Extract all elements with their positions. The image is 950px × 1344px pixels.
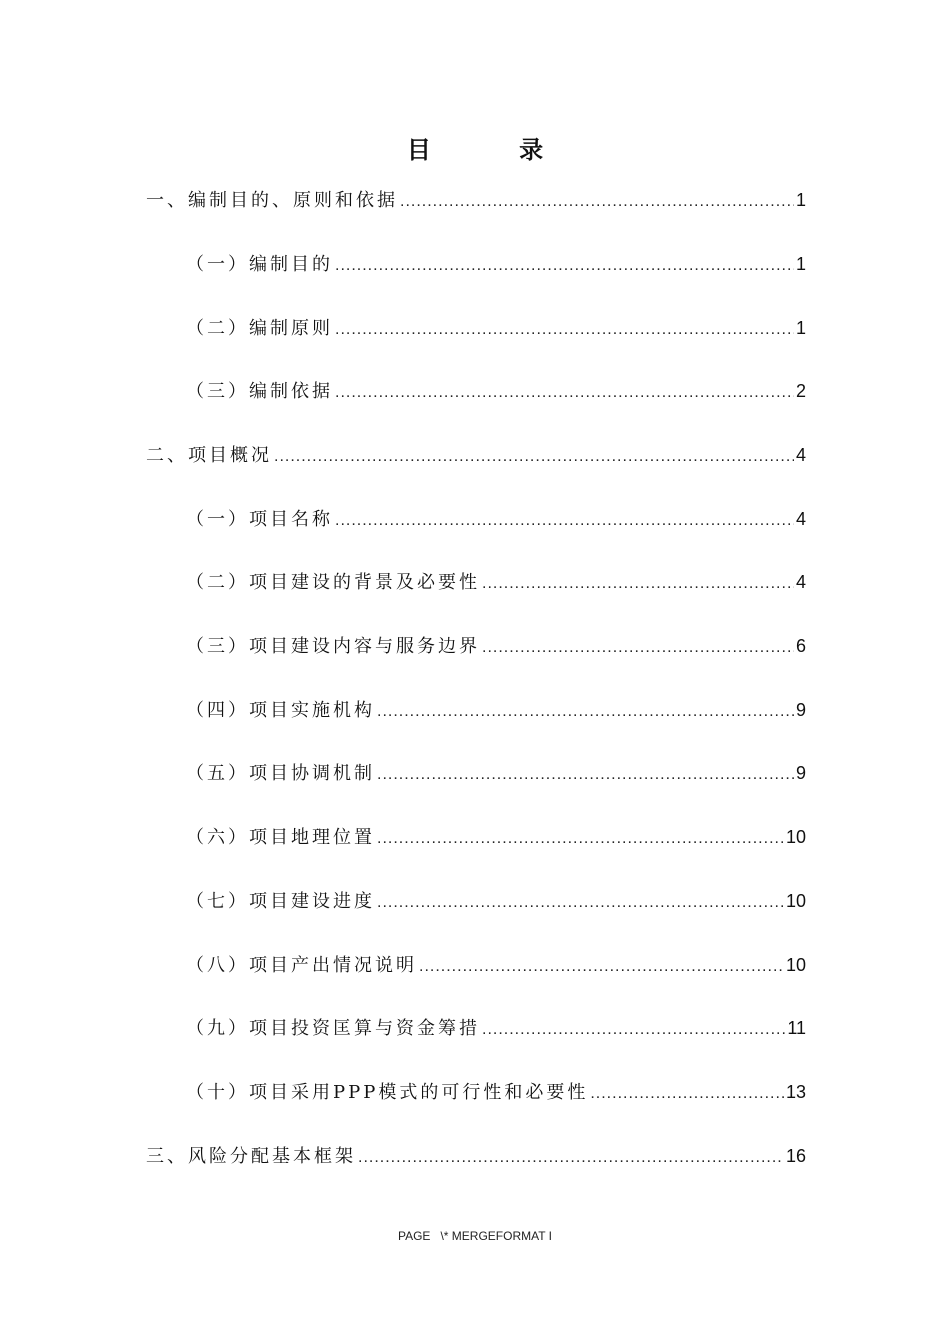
dot-leader [335,377,794,409]
dot-leader [335,505,794,537]
toc-entry-page: 10 [785,955,806,975]
toc-entry-page: 4 [795,572,806,592]
toc-entry-title: （五）项目协调机制 [186,763,375,784]
dot-leader [482,568,794,600]
dot-leader [377,887,784,919]
dot-leader [400,186,794,218]
dot-leader [274,441,794,473]
toc-entry-title: 一、编制目的、原则和依据 [146,190,398,211]
toc-entry-page: 2 [795,381,806,401]
dot-leader [358,1142,784,1174]
toc-entry[interactable] [186,312,806,344]
toc-entry[interactable] [146,439,806,471]
toc-entry-page: 4 [795,509,806,529]
dot-leader [377,696,794,728]
toc-entry-page: 16 [785,1146,806,1166]
toc-entry-page: 1 [795,190,806,210]
toc-entry-title: （二）编制原则 [186,318,333,339]
toc-entry-page: 9 [795,700,806,720]
dot-leader [377,823,784,855]
toc-entry-title: （十）项目采用PPP模式的可行性和必要性 [186,1082,589,1103]
toc-entry[interactable] [186,248,806,280]
dot-leader [482,1014,785,1046]
dot-leader [590,1078,784,1110]
toc-entry-page: 13 [785,1082,806,1102]
toc-entry[interactable] [146,1140,806,1172]
toc-entry-title: （九）项目投资匡算与资金筹措 [186,1018,480,1039]
toc-entry[interactable] [186,949,806,981]
toc-entry[interactable] [186,630,806,662]
toc-entry-page: 10 [785,827,806,847]
toc-entry-page: 11 [787,1018,806,1038]
toc-entry-page: 6 [795,636,806,656]
toc-entry[interactable] [186,375,806,407]
dot-leader [419,951,784,983]
dot-leader [335,314,794,346]
toc-entry-title: 三、风险分配基本框架 [146,1146,356,1167]
toc-entry-page: 1 [795,254,806,274]
toc-entry-page: 4 [795,445,806,465]
toc-entry-title: （三）项目建设内容与服务边界 [186,636,480,657]
page-footer: PAGE \* MERGEFORMAT I [397,1229,553,1243]
toc-entry-title: （一）项目名称 [186,509,333,530]
dot-leader [377,759,794,791]
toc-entry[interactable] [186,694,806,726]
toc-entry[interactable] [186,885,806,917]
toc-entry-title: （六）项目地理位置 [186,827,375,848]
toc-entry-title: （七）项目建设进度 [186,891,375,912]
toc-entry-title: 二、项目概况 [146,445,272,466]
toc-entry[interactable] [186,1076,806,1108]
dot-leader [482,632,794,664]
toc-entry-title: （三）编制依据 [186,381,333,402]
dot-leader [335,250,794,282]
toc-entry-title: （一）编制目的 [186,254,333,275]
toc-entry[interactable] [186,566,806,598]
toc-entry[interactable] [146,184,806,216]
toc-entry[interactable] [186,757,806,789]
toc-entry[interactable] [186,1012,806,1044]
toc-entry-title: （二）项目建设的背景及必要性 [186,572,480,593]
toc-entry-page: 9 [795,763,806,783]
toc-entry[interactable] [186,503,806,535]
toc-entry-page: 10 [785,891,806,911]
toc-entry-page: 1 [795,318,806,338]
page-title: 目 录 [406,136,584,164]
toc-entry[interactable] [186,821,806,853]
toc-entry-title: （四）项目实施机构 [186,700,375,721]
toc-entry-title: （八）项目产出情况说明 [186,955,417,976]
